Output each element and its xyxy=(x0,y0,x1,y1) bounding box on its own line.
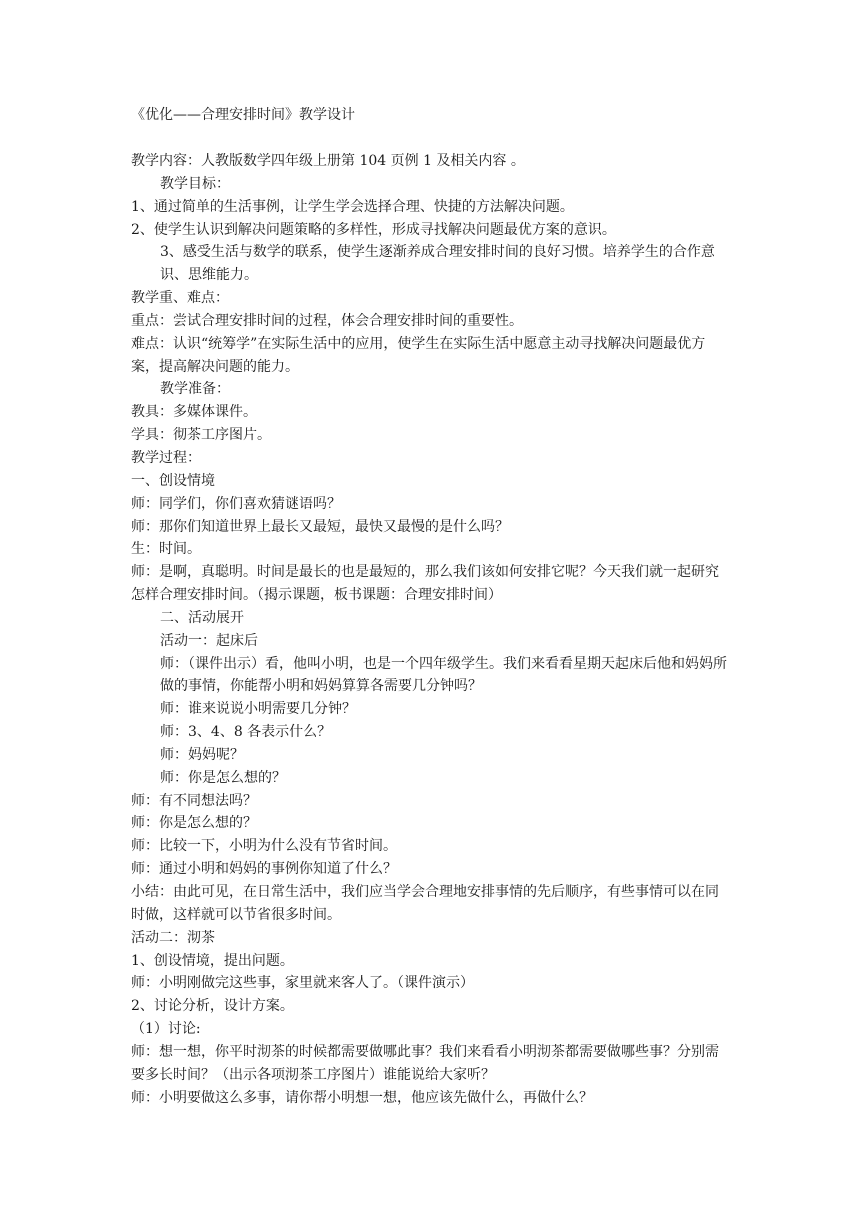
document-paragraph: 一、创设情境 xyxy=(131,472,215,489)
document-paragraph: 教学准备： xyxy=(160,381,230,398)
document-paragraph: 师：有不同想法吗？ xyxy=(131,792,257,809)
document-paragraph: 师：想一想，你平时沏茶的时候都需要做哪此事？我们来看看小明沏茶都需要做哪些事？分别需要多长时间？（出示各项沏茶工序图片）谁能说给大家听？ xyxy=(131,1043,719,1083)
document-paragraph: 师：通过小明和妈妈的事例你知道了什么？ xyxy=(131,861,397,878)
document-paragraph: 师：那你们知道世界上最长又最短，最快又最慢的是什么吗？ xyxy=(131,518,509,535)
document-paragraph: 2、使学生认识到解决问题策略的多样性，形成寻找解决问题最优方案的意识。 xyxy=(131,221,616,238)
document-paragraph: 师：3、4、8 各表示什么？ xyxy=(160,724,332,741)
document-paragraph: 活动二：沏茶 xyxy=(131,929,215,946)
document-paragraph: 1、创设情境，提出问题。 xyxy=(131,952,294,969)
document-paragraph: 教学内容：人教版数学四年级上册第 104 页例 1 及相关内容 。 xyxy=(131,153,525,169)
document-paragraph: 教具：多媒体课件。 xyxy=(131,404,257,421)
document-paragraph: 师：小明要做这么多事，请你帮小明想一想，他应该先做什么，再做什么？ xyxy=(131,1089,593,1106)
document-paragraph: 师：你是怎么想的？ xyxy=(160,769,286,786)
document-paragraph: 小结：由此可见，在日常生活中，我们应当学会合理地安排事情的先后顺序，有些事情可以在同时做，这样就可以节省很多时间。 xyxy=(131,884,719,923)
document-body xyxy=(131,150,731,1109)
document-paragraph: 二、活动展开 xyxy=(160,609,244,626)
document-paragraph: 活动一：起床后 xyxy=(160,632,258,649)
document-paragraph: 师：是啊，真聪明。时间是最长的也是最短的，那么我们该如何安排它呢？今天我们就一起研究怎样合理安排时间。（揭示课题，板书课题：合理安排时间） xyxy=(131,564,719,604)
document-paragraph: 重点：尝试合理安排时间的过程，体会合理安排时间的重要性。 xyxy=(131,312,523,329)
document-paragraph: 3、感受生活与数学的联系，使学生逐渐养成合理安排时间的良好习惯。培养学生的合作意识、思维能力。 xyxy=(160,244,715,284)
document-paragraph: 师：（课件出示）看，他叫小明，也是一个四年级学生。我们来看看星期天起床后他和妈妈所做的事情，你能帮小明和妈妈算算各需要几分钟吗？ xyxy=(160,655,727,695)
document-paragraph: 师：比较一下，小明为什么没有节省时间。 xyxy=(131,838,397,855)
document-title: 《优化——合理安排时间》教学设计 xyxy=(131,107,355,123)
document-paragraph: 生：时间。 xyxy=(131,541,201,558)
document-paragraph: 教学重、难点： xyxy=(131,290,229,307)
document-paragraph: 教学过程： xyxy=(131,449,201,466)
document-paragraph: 教学目标： xyxy=(160,175,230,192)
document-paragraph: 师：谁来说说小明需要几分钟？ xyxy=(160,701,356,718)
document-paragraph: 师：同学们，你们喜欢猜谜语吗？ xyxy=(131,495,341,512)
document-paragraph: 难点：认识“统筹学”在实际生活中的应用，使学生在实际生活中愿意主动寻找解决问题最优方案，提高解决问题的能力。 xyxy=(131,335,706,375)
document-paragraph: 师：小明刚做完这些事，家里就来客人了。（课件演示） xyxy=(131,975,474,992)
document-paragraph: 师：妈妈呢？ xyxy=(160,746,244,763)
document-paragraph: 2、讨论分析，设计方案。 xyxy=(131,998,294,1015)
document-paragraph: （1）讨论: xyxy=(131,1021,201,1038)
document-paragraph: 师：你是怎么想的？ xyxy=(131,815,257,832)
document-paragraph: 1、通过简单的生活事例，让学生学会选择合理、快捷的方法解决问题。 xyxy=(131,198,574,215)
document-paragraph: 学具：彻茶工序图片。 xyxy=(131,427,271,444)
